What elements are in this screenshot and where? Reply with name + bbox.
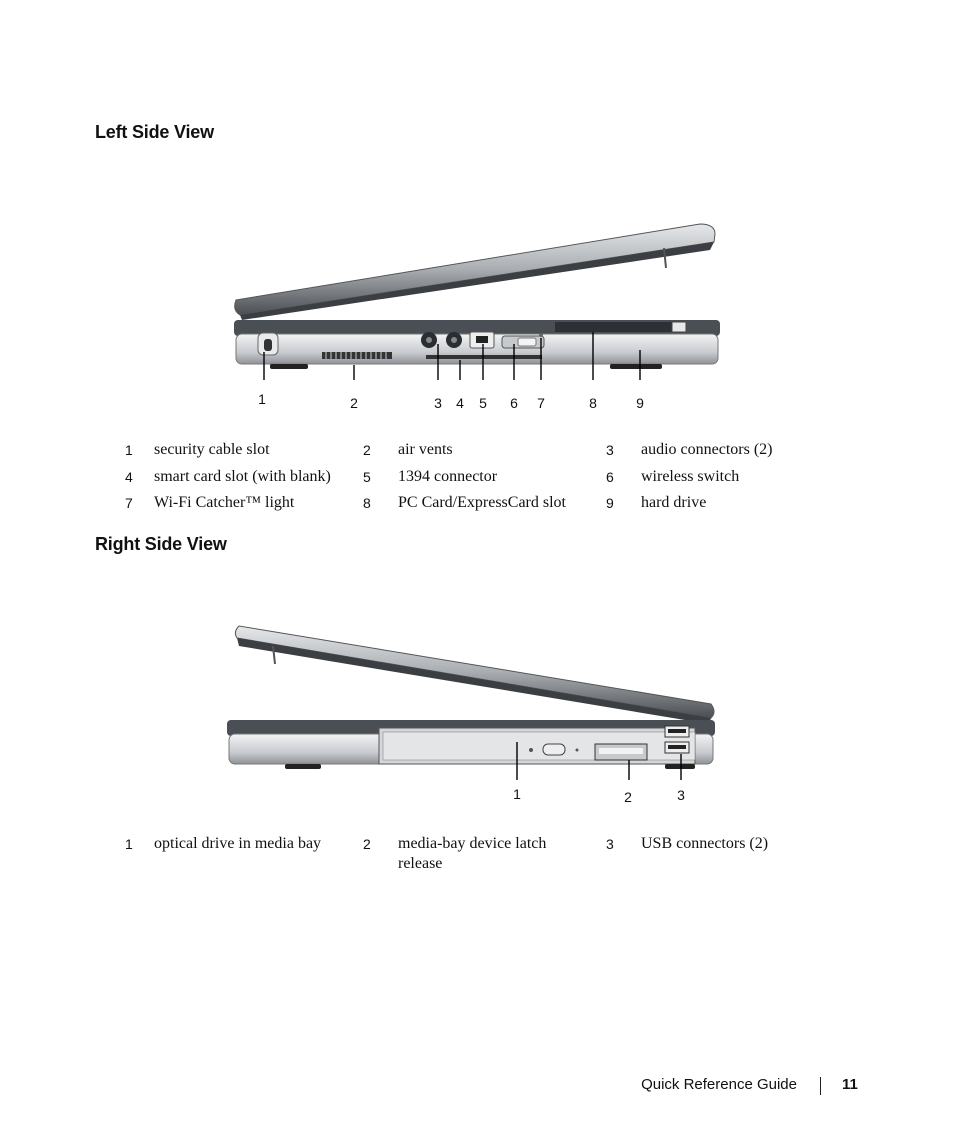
legend-text: security cable slot [154, 441, 270, 458]
legend-text: wireless switch [641, 468, 740, 485]
left-callout-4: 4 [456, 395, 464, 411]
legend-text: smart card slot (with blank) [154, 468, 331, 485]
left-callout-2: 2 [350, 395, 358, 411]
legend-text: audio connectors (2) [641, 441, 773, 458]
footer-separator [820, 1077, 821, 1095]
legend-number: 3 [606, 442, 614, 458]
legend-number: 7 [125, 495, 133, 511]
left-callout-6: 6 [510, 395, 518, 411]
left-callout-7: 7 [537, 395, 545, 411]
laptop-left-side-illustration [230, 220, 725, 380]
legend-number: 9 [606, 495, 614, 511]
right-callout-1: 1 [513, 786, 521, 802]
legend-number: 8 [363, 495, 371, 511]
legend-number: 2 [363, 836, 371, 852]
left-side-view-heading: Left Side View [95, 122, 214, 142]
left-callout-1: 1 [258, 391, 266, 407]
footer-guide-title: Quick Reference Guide [641, 1076, 797, 1093]
page-number: 11 [842, 1076, 858, 1093]
left-callout-9: 9 [636, 395, 644, 411]
laptop-right-side-illustration [225, 620, 720, 780]
legend-text: PC Card/ExpressCard slot [398, 494, 566, 511]
legend-number: 1 [125, 442, 133, 458]
left-callout-3: 3 [434, 395, 442, 411]
legend-number: 2 [363, 442, 371, 458]
right-side-view-heading: Right Side View [95, 534, 227, 554]
legend-text: optical drive in media bay [154, 835, 322, 852]
legend-text: 1394 connector [398, 468, 498, 485]
legend-text: hard drive [641, 494, 707, 511]
left-callout-5: 5 [479, 395, 487, 411]
legend-number: 1 [125, 836, 133, 852]
right-callout-2: 2 [624, 789, 632, 805]
legend-text: USB connectors (2) [641, 835, 769, 852]
legend-text: media-bay device latch [398, 835, 547, 852]
left-callout-8: 8 [589, 395, 597, 411]
legend-text: Wi-Fi Catcher™ light [154, 494, 295, 511]
legend-text: air vents [398, 441, 453, 458]
legend-number: 3 [606, 836, 614, 852]
legend-number: 6 [606, 469, 614, 485]
legend-number: 5 [363, 469, 371, 485]
legend-number: 4 [125, 469, 133, 485]
legend-text-continued: release [398, 855, 443, 872]
right-callout-3: 3 [677, 787, 685, 803]
